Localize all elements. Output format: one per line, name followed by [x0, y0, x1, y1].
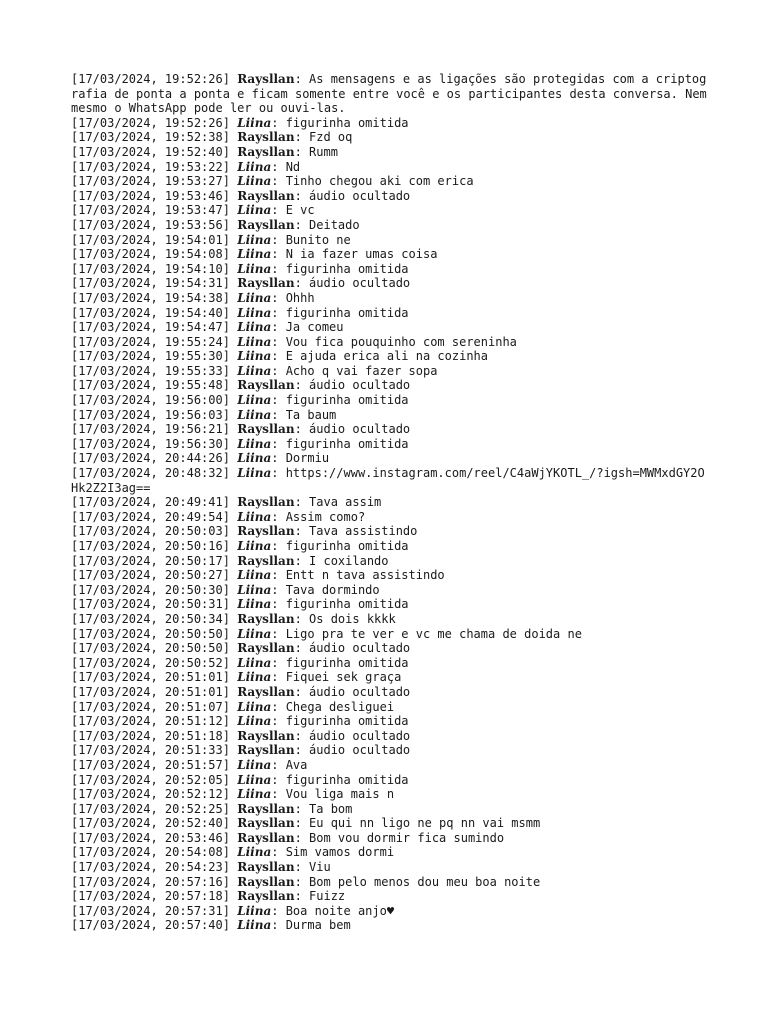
message-text: Fiquei sek graça	[285, 670, 402, 685]
chat-message: [17/03/2024, 20:51:01] Liina: Fiquei sek graça	[71, 670, 402, 685]
message-sender: Liina	[237, 787, 272, 802]
message-timestamp: [17/03/2024, 20:52:40]	[71, 816, 230, 831]
message-sender: Liina	[237, 714, 272, 729]
message-text: Vou liga mais n	[285, 787, 395, 802]
message-text: áudio ocultado	[309, 422, 411, 437]
message-sender: Liina	[237, 407, 272, 422]
message-sender: Liina	[237, 918, 272, 933]
chat-message: [17/03/2024, 19:55:24] Liina: Vou fica pouquinho com sereninha	[71, 334, 517, 349]
message-timestamp: [17/03/2024, 19:55:33]	[71, 363, 230, 378]
message-sender: Liina	[237, 509, 272, 524]
message-sender: Raysllan	[237, 144, 295, 159]
message-text: Ta baum	[285, 407, 337, 422]
message-text: áudio ocultado	[309, 188, 411, 203]
message-timestamp: [17/03/2024, 20:50:31]	[71, 597, 230, 612]
message-timestamp: [17/03/2024, 20:57:18]	[71, 889, 230, 904]
message-text: áudio ocultado	[309, 276, 411, 291]
message-sender: Raysllan	[237, 889, 295, 904]
message-timestamp: [17/03/2024, 20:52:05]	[71, 772, 230, 787]
message-text: Os dois kkkk	[309, 611, 396, 626]
message-sender: Liina	[237, 699, 272, 714]
message-text: Tava dormindo	[285, 582, 380, 597]
message-text: áudio ocultado	[309, 728, 411, 743]
chat-message: [17/03/2024, 19:55:33] Liina: Acho q vai fazer sopa	[71, 363, 438, 378]
chat-message: [17/03/2024, 20:51:33] Raysllan: áudio ocultado	[71, 743, 411, 758]
chat-message: [17/03/2024, 20:51:01] Raysllan: áudio ocultado	[71, 684, 411, 699]
chat-message: [17/03/2024, 19:53:46] Raysllan: áudio ocultado	[71, 188, 411, 203]
message-sender: Raysllan	[237, 422, 295, 437]
chat-message: [17/03/2024, 20:48:32] Liina: https://www.instagram.com/reel/C4aWjYKOTL_/?igsh=MWMxdGY2OHk2Z2I3ag==	[71, 466, 705, 495]
message-text: Ava	[285, 757, 308, 772]
message-timestamp: [17/03/2024, 20:51:01]	[71, 684, 230, 699]
message-timestamp: [17/03/2024, 19:52:38]	[71, 130, 230, 145]
message-sender: Liina	[237, 247, 272, 262]
chat-message: [17/03/2024, 19:53:22] Liina: Nd	[71, 159, 301, 174]
message-timestamp: [17/03/2024, 20:49:41]	[71, 495, 230, 510]
chat-message: [17/03/2024, 20:49:54] Liina: Assim como?	[71, 509, 366, 524]
message-text: Fzd oq	[309, 130, 353, 145]
message-text: Bom vou dormir fica sumindo	[309, 830, 505, 845]
message-sender: Raysllan	[237, 874, 295, 889]
chat-message: [17/03/2024, 20:50:50] Raysllan: áudio ocultado	[71, 641, 411, 656]
chat-message: [17/03/2024, 20:51:07] Liina: Chega desliguei	[71, 699, 395, 714]
message-timestamp: [17/03/2024, 19:54:47]	[71, 320, 230, 335]
message-timestamp: [17/03/2024, 20:50:50]	[71, 626, 230, 641]
message-sender: Liina	[237, 436, 272, 451]
chat-message: [17/03/2024, 20:52:40] Raysllan: Eu qui nn ligo ne pq nn vai msmm	[71, 816, 541, 831]
chat-message: [17/03/2024, 19:54:10] Liina: figurinha omitida	[71, 261, 409, 276]
message-timestamp: [17/03/2024, 19:54:31]	[71, 276, 230, 291]
message-text: figurinha omitida	[285, 539, 409, 553]
message-timestamp: [17/03/2024, 20:52:25]	[71, 801, 230, 816]
message-text: Tava assistindo	[309, 524, 418, 539]
message-timestamp: [17/03/2024, 19:56:00]	[71, 393, 230, 408]
message-timestamp: [17/03/2024, 20:51:12]	[71, 714, 230, 729]
chat-message: [17/03/2024, 20:51:12] Liina: figurinha omitida	[71, 714, 409, 729]
message-timestamp: [17/03/2024, 19:52:26]	[71, 72, 230, 86]
message-sender: Liina	[237, 232, 272, 247]
message-timestamp: [17/03/2024, 20:52:12]	[71, 787, 230, 802]
message-text: N ia fazer umas coisa	[285, 247, 438, 262]
message-text: Ta bom	[309, 801, 353, 816]
chat-message: [17/03/2024, 20:49:41] Raysllan: Tava assim	[71, 495, 382, 510]
message-text: áudio ocultado	[309, 743, 411, 758]
chat-message: [17/03/2024, 20:50:34] Raysllan: Os dois kkkk	[71, 611, 396, 626]
chat-message: [17/03/2024, 20:57:31] Liina: Boa noite anjo♥	[71, 903, 395, 918]
message-text: Tava assim	[309, 495, 382, 510]
chat-message: [17/03/2024, 19:55:30] Liina: E ajuda erica ali na cozinha	[71, 349, 488, 364]
message-sender: Raysllan	[237, 130, 295, 145]
chat-message: [17/03/2024, 19:55:48] Raysllan: áudio ocultado	[71, 378, 411, 393]
message-timestamp: [17/03/2024, 20:51:18]	[71, 728, 230, 743]
message-sender: Liina	[237, 174, 272, 189]
message-text: Nd	[285, 159, 301, 174]
message-timestamp: [17/03/2024, 19:54:40]	[71, 305, 230, 320]
chat-message: [17/03/2024, 20:54:23] Raysllan: Viu	[71, 860, 331, 875]
message-timestamp: [17/03/2024, 20:50:52]	[71, 655, 230, 670]
message-timestamp: [17/03/2024, 20:49:54]	[71, 509, 230, 524]
message-timestamp: [17/03/2024, 19:56:30]	[71, 436, 230, 451]
message-sender: Liina	[237, 349, 272, 364]
message-timestamp: [17/03/2024, 20:51:57]	[71, 757, 230, 772]
message-timestamp: [17/03/2024, 19:53:56]	[71, 217, 230, 232]
message-sender: Raysllan	[237, 684, 295, 699]
message-sender: Liina	[237, 582, 272, 597]
message-text: figurinha omitida	[285, 772, 409, 787]
chat-message: [17/03/2024, 20:50:52] Liina: figurinha omitida	[71, 655, 409, 670]
message-sender: Liina	[237, 320, 272, 335]
message-sender: Liina	[237, 539, 272, 553]
chat-message: [17/03/2024, 19:54:47] Liina: Ja comeu	[71, 320, 344, 335]
message-sender: Liina	[237, 757, 272, 772]
message-text: figurinha omitida	[285, 305, 409, 320]
message-sender: Liina	[237, 903, 272, 918]
message-sender: Raysllan	[237, 188, 295, 203]
message-timestamp: [17/03/2024, 20:57:40]	[71, 918, 230, 933]
message-text: Vou fica pouquinho com sereninha	[285, 334, 517, 349]
chat-message: [17/03/2024, 20:52:05] Liina: figurinha omitida	[71, 772, 409, 787]
chat-message: [17/03/2024, 19:53:27] Liina: Tinho chegou aki com erica	[71, 174, 474, 189]
chat-message: [17/03/2024, 20:50:31] Liina: figurinha omitida	[71, 597, 409, 612]
message-text: Boa noite anjo♥	[285, 903, 395, 918]
message-sender: Liina	[237, 670, 272, 685]
chat-message: [17/03/2024, 20:51:18] Raysllan: áudio ocultado	[71, 728, 411, 743]
message-timestamp: [17/03/2024, 19:54:38]	[71, 290, 230, 305]
message-text: Ohhh	[285, 290, 315, 305]
message-timestamp: [17/03/2024, 19:52:26]	[71, 115, 230, 130]
message-timestamp: [17/03/2024, 20:51:01]	[71, 670, 230, 685]
message-sender: Liina	[237, 568, 272, 583]
message-text: figurinha omitida	[285, 597, 409, 612]
chat-message: [17/03/2024, 20:50:50] Liina: Ligo pra te ver e vc me chama de doida ne	[71, 626, 582, 641]
message-timestamp: [17/03/2024, 19:55:30]	[71, 349, 230, 364]
message-timestamp: [17/03/2024, 19:53:27]	[71, 174, 230, 189]
message-timestamp: [17/03/2024, 19:53:46]	[71, 188, 230, 203]
message-sender: Liina	[237, 115, 272, 130]
message-sender: Liina	[237, 597, 272, 612]
message-timestamp: [17/03/2024, 19:56:21]	[71, 422, 230, 437]
message-timestamp: [17/03/2024, 19:53:22]	[71, 159, 230, 174]
message-sender: Liina	[237, 451, 272, 466]
message-text: Sim vamos dormi	[285, 845, 395, 860]
chat-message: [17/03/2024, 20:57:16] Raysllan: Bom pelo menos dou meu boa noite	[71, 874, 541, 889]
message-timestamp: [17/03/2024, 20:51:07]	[71, 699, 230, 714]
chat-transcript	[71, 72, 714, 933]
message-sender: Raysllan	[237, 830, 295, 845]
message-timestamp: [17/03/2024, 20:51:33]	[71, 743, 230, 758]
message-text: figurinha omitida	[285, 261, 409, 276]
chat-message: [17/03/2024, 19:52:40] Raysllan: Rumm	[71, 144, 338, 159]
chat-message: [17/03/2024, 19:56:03] Liina: Ta baum	[71, 407, 337, 422]
message-timestamp: [17/03/2024, 19:52:40]	[71, 144, 230, 159]
message-timestamp: [17/03/2024, 20:50:03]	[71, 524, 230, 539]
message-text: Dormiu	[285, 451, 330, 466]
message-timestamp: [17/03/2024, 20:50:27]	[71, 568, 230, 583]
message-text: figurinha omitida	[285, 714, 409, 729]
message-text: Fuizz	[309, 889, 346, 904]
chat-message: [17/03/2024, 20:51:57] Liina: Ava	[71, 757, 308, 772]
chat-message: [17/03/2024, 20:50:17] Raysllan: I coxilando	[71, 553, 389, 568]
message-sender: Liina	[237, 626, 272, 641]
chat-message: [17/03/2024, 20:52:25] Raysllan: Ta bom	[71, 801, 353, 816]
message-text: Eu qui nn ligo ne pq nn vai msmm	[309, 816, 541, 831]
chat-message: [17/03/2024, 20:57:18] Raysllan: Fuizz	[71, 889, 346, 904]
message-text: Tinho chegou aki com erica	[285, 174, 474, 189]
message-sender: Raysllan	[237, 860, 295, 875]
chat-message: [17/03/2024, 19:56:21] Raysllan: áudio ocultado	[71, 422, 411, 437]
message-timestamp: [17/03/2024, 20:50:50]	[71, 641, 230, 656]
message-sender: Liina	[237, 466, 272, 481]
message-sender: Raysllan	[237, 816, 295, 831]
message-timestamp: [17/03/2024, 19:55:24]	[71, 334, 230, 349]
message-timestamp: [17/03/2024, 19:54:08]	[71, 247, 230, 262]
message-text: Acho q vai fazer sopa	[285, 363, 438, 378]
message-timestamp: [17/03/2024, 20:48:32]	[71, 466, 230, 481]
chat-message: [17/03/2024, 19:52:26] Raysllan: As mensagens e as ligações são protegidas com a criptografia de ponta a ponta e ficam somente entre você e os participantes desta conversa. Nem mesmo o WhatsApp pode ler ou ouvi-las.	[71, 72, 714, 116]
chat-message: [17/03/2024, 19:56:00] Liina: figurinha omitida	[71, 393, 409, 408]
chat-message: [17/03/2024, 20:53:46] Raysllan: Bom vou dormir fica sumindo	[71, 830, 505, 845]
message-text: Bom pelo menos dou meu boa noite	[309, 874, 541, 889]
message-timestamp: [17/03/2024, 20:54:23]	[71, 860, 230, 875]
message-timestamp: [17/03/2024, 20:57:16]	[71, 874, 230, 889]
message-sender: Liina	[237, 305, 272, 320]
message-text[interactable]: https://www.instagram.com/reel/C4aWjYKOTL_/?igsh=MWMxdGY2OHk2Z2I3ag==	[71, 466, 705, 495]
message-timestamp: [17/03/2024, 19:55:48]	[71, 378, 230, 393]
message-text: Deitado	[309, 217, 360, 232]
message-text: áudio ocultado	[309, 378, 411, 393]
chat-message: [17/03/2024, 20:50:16] Liina: figurinha omitida	[71, 539, 409, 553]
message-sender: Raysllan	[237, 524, 295, 539]
chat-message: [17/03/2024, 20:57:40] Liina: Durma bem	[71, 918, 351, 933]
message-text: Viu	[309, 860, 331, 875]
message-text: Chega desliguei	[285, 699, 395, 714]
message-sender: Liina	[237, 845, 272, 860]
chat-message: [17/03/2024, 19:52:38] Raysllan: Fzd oq	[71, 130, 353, 145]
message-sender: Raysllan	[237, 728, 295, 743]
chat-message: [17/03/2024, 20:50:30] Liina: Tava dormindo	[71, 582, 380, 597]
message-sender: Liina	[237, 334, 272, 349]
chat-message: [17/03/2024, 20:54:08] Liina: Sim vamos dormi	[71, 845, 395, 860]
message-sender: Liina	[237, 772, 272, 787]
message-text: As mensagens e as ligações são protegidas com a criptografia de ponta a ponta e ficam somente entre você e os participantes desta conversa. Nem mesmo o WhatsApp pode ler ou ouvi-las.	[71, 72, 714, 116]
message-sender: Raysllan	[237, 801, 295, 816]
message-text: Rumm	[309, 144, 338, 159]
message-timestamp: [17/03/2024, 20:44:26]	[71, 451, 230, 466]
chat-message: [17/03/2024, 19:54:40] Liina: figurinha omitida	[71, 305, 409, 320]
message-sender: Liina	[237, 261, 272, 276]
message-text: Ja comeu	[285, 320, 344, 335]
chat-message: [17/03/2024, 19:54:01] Liina: Bunito ne	[71, 232, 351, 247]
message-text: figurinha omitida	[285, 115, 409, 130]
message-timestamp: [17/03/2024, 20:50:16]	[71, 539, 230, 553]
message-text: figurinha omitida	[285, 655, 409, 670]
message-timestamp: [17/03/2024, 20:50:17]	[71, 553, 230, 568]
chat-message: [17/03/2024, 20:52:12] Liina: Vou liga mais n	[71, 787, 395, 802]
chat-message: [17/03/2024, 20:50:03] Raysllan: Tava assistindo	[71, 524, 418, 539]
chat-message: [17/03/2024, 19:56:30] Liina: figurinha omitida	[71, 436, 409, 451]
message-sender: Raysllan	[237, 611, 295, 626]
message-sender: Raysllan	[237, 276, 295, 291]
message-sender: Liina	[237, 393, 272, 408]
message-text: áudio ocultado	[309, 641, 411, 656]
message-timestamp: [17/03/2024, 19:54:10]	[71, 261, 230, 276]
message-sender: Liina	[237, 655, 272, 670]
message-sender: Raysllan	[237, 378, 295, 393]
message-text: E vc	[285, 203, 315, 218]
message-sender: Liina	[237, 203, 272, 218]
message-text: figurinha omitida	[285, 436, 409, 451]
message-text: Ligo pra te ver e vc me chama de doida ne	[285, 626, 582, 641]
message-timestamp: [17/03/2024, 19:53:47]	[71, 203, 230, 218]
message-timestamp: [17/03/2024, 19:54:01]	[71, 232, 230, 247]
chat-message: [17/03/2024, 19:54:08] Liina: N ia fazer umas coisa	[71, 247, 438, 262]
message-timestamp: [17/03/2024, 19:56:03]	[71, 407, 230, 422]
chat-message: [17/03/2024, 20:44:26] Liina: Dormiu	[71, 451, 330, 466]
message-sender: Raysllan	[237, 641, 295, 656]
message-timestamp: [17/03/2024, 20:57:31]	[71, 903, 230, 918]
message-text: áudio ocultado	[309, 684, 411, 699]
chat-message: [17/03/2024, 19:52:26] Liina: figurinha omitida	[71, 115, 409, 130]
message-text: Durma bem	[285, 918, 351, 933]
message-text: Entt n tava assistindo	[285, 568, 445, 583]
message-text: Assim como?	[285, 509, 366, 524]
message-sender: Liina	[237, 159, 272, 174]
message-timestamp: [17/03/2024, 20:50:30]	[71, 582, 230, 597]
message-sender: Liina	[237, 290, 272, 305]
message-text: I coxilando	[309, 553, 389, 568]
message-sender: Raysllan	[237, 743, 295, 758]
chat-message: [17/03/2024, 19:53:56] Raysllan: Deitado	[71, 217, 360, 232]
message-text: E ajuda erica ali na cozinha	[285, 349, 488, 364]
message-timestamp: [17/03/2024, 20:54:08]	[71, 845, 230, 860]
chat-message: [17/03/2024, 20:50:27] Liina: Entt n tava assistindo	[71, 568, 445, 583]
message-sender: Raysllan	[237, 495, 295, 510]
message-sender: Raysllan	[237, 72, 295, 86]
message-sender: Raysllan	[237, 217, 295, 232]
message-sender: Raysllan	[237, 553, 295, 568]
message-timestamp: [17/03/2024, 20:53:46]	[71, 830, 230, 845]
message-sender: Liina	[237, 363, 272, 378]
message-text: Bunito ne	[285, 232, 351, 247]
chat-message: [17/03/2024, 19:54:38] Liina: Ohhh	[71, 290, 315, 305]
message-timestamp: [17/03/2024, 20:50:34]	[71, 611, 230, 626]
chat-message: [17/03/2024, 19:53:47] Liina: E vc	[71, 203, 315, 218]
message-text: figurinha omitida	[285, 393, 409, 408]
chat-message: [17/03/2024, 19:54:31] Raysllan: áudio ocultado	[71, 276, 411, 291]
